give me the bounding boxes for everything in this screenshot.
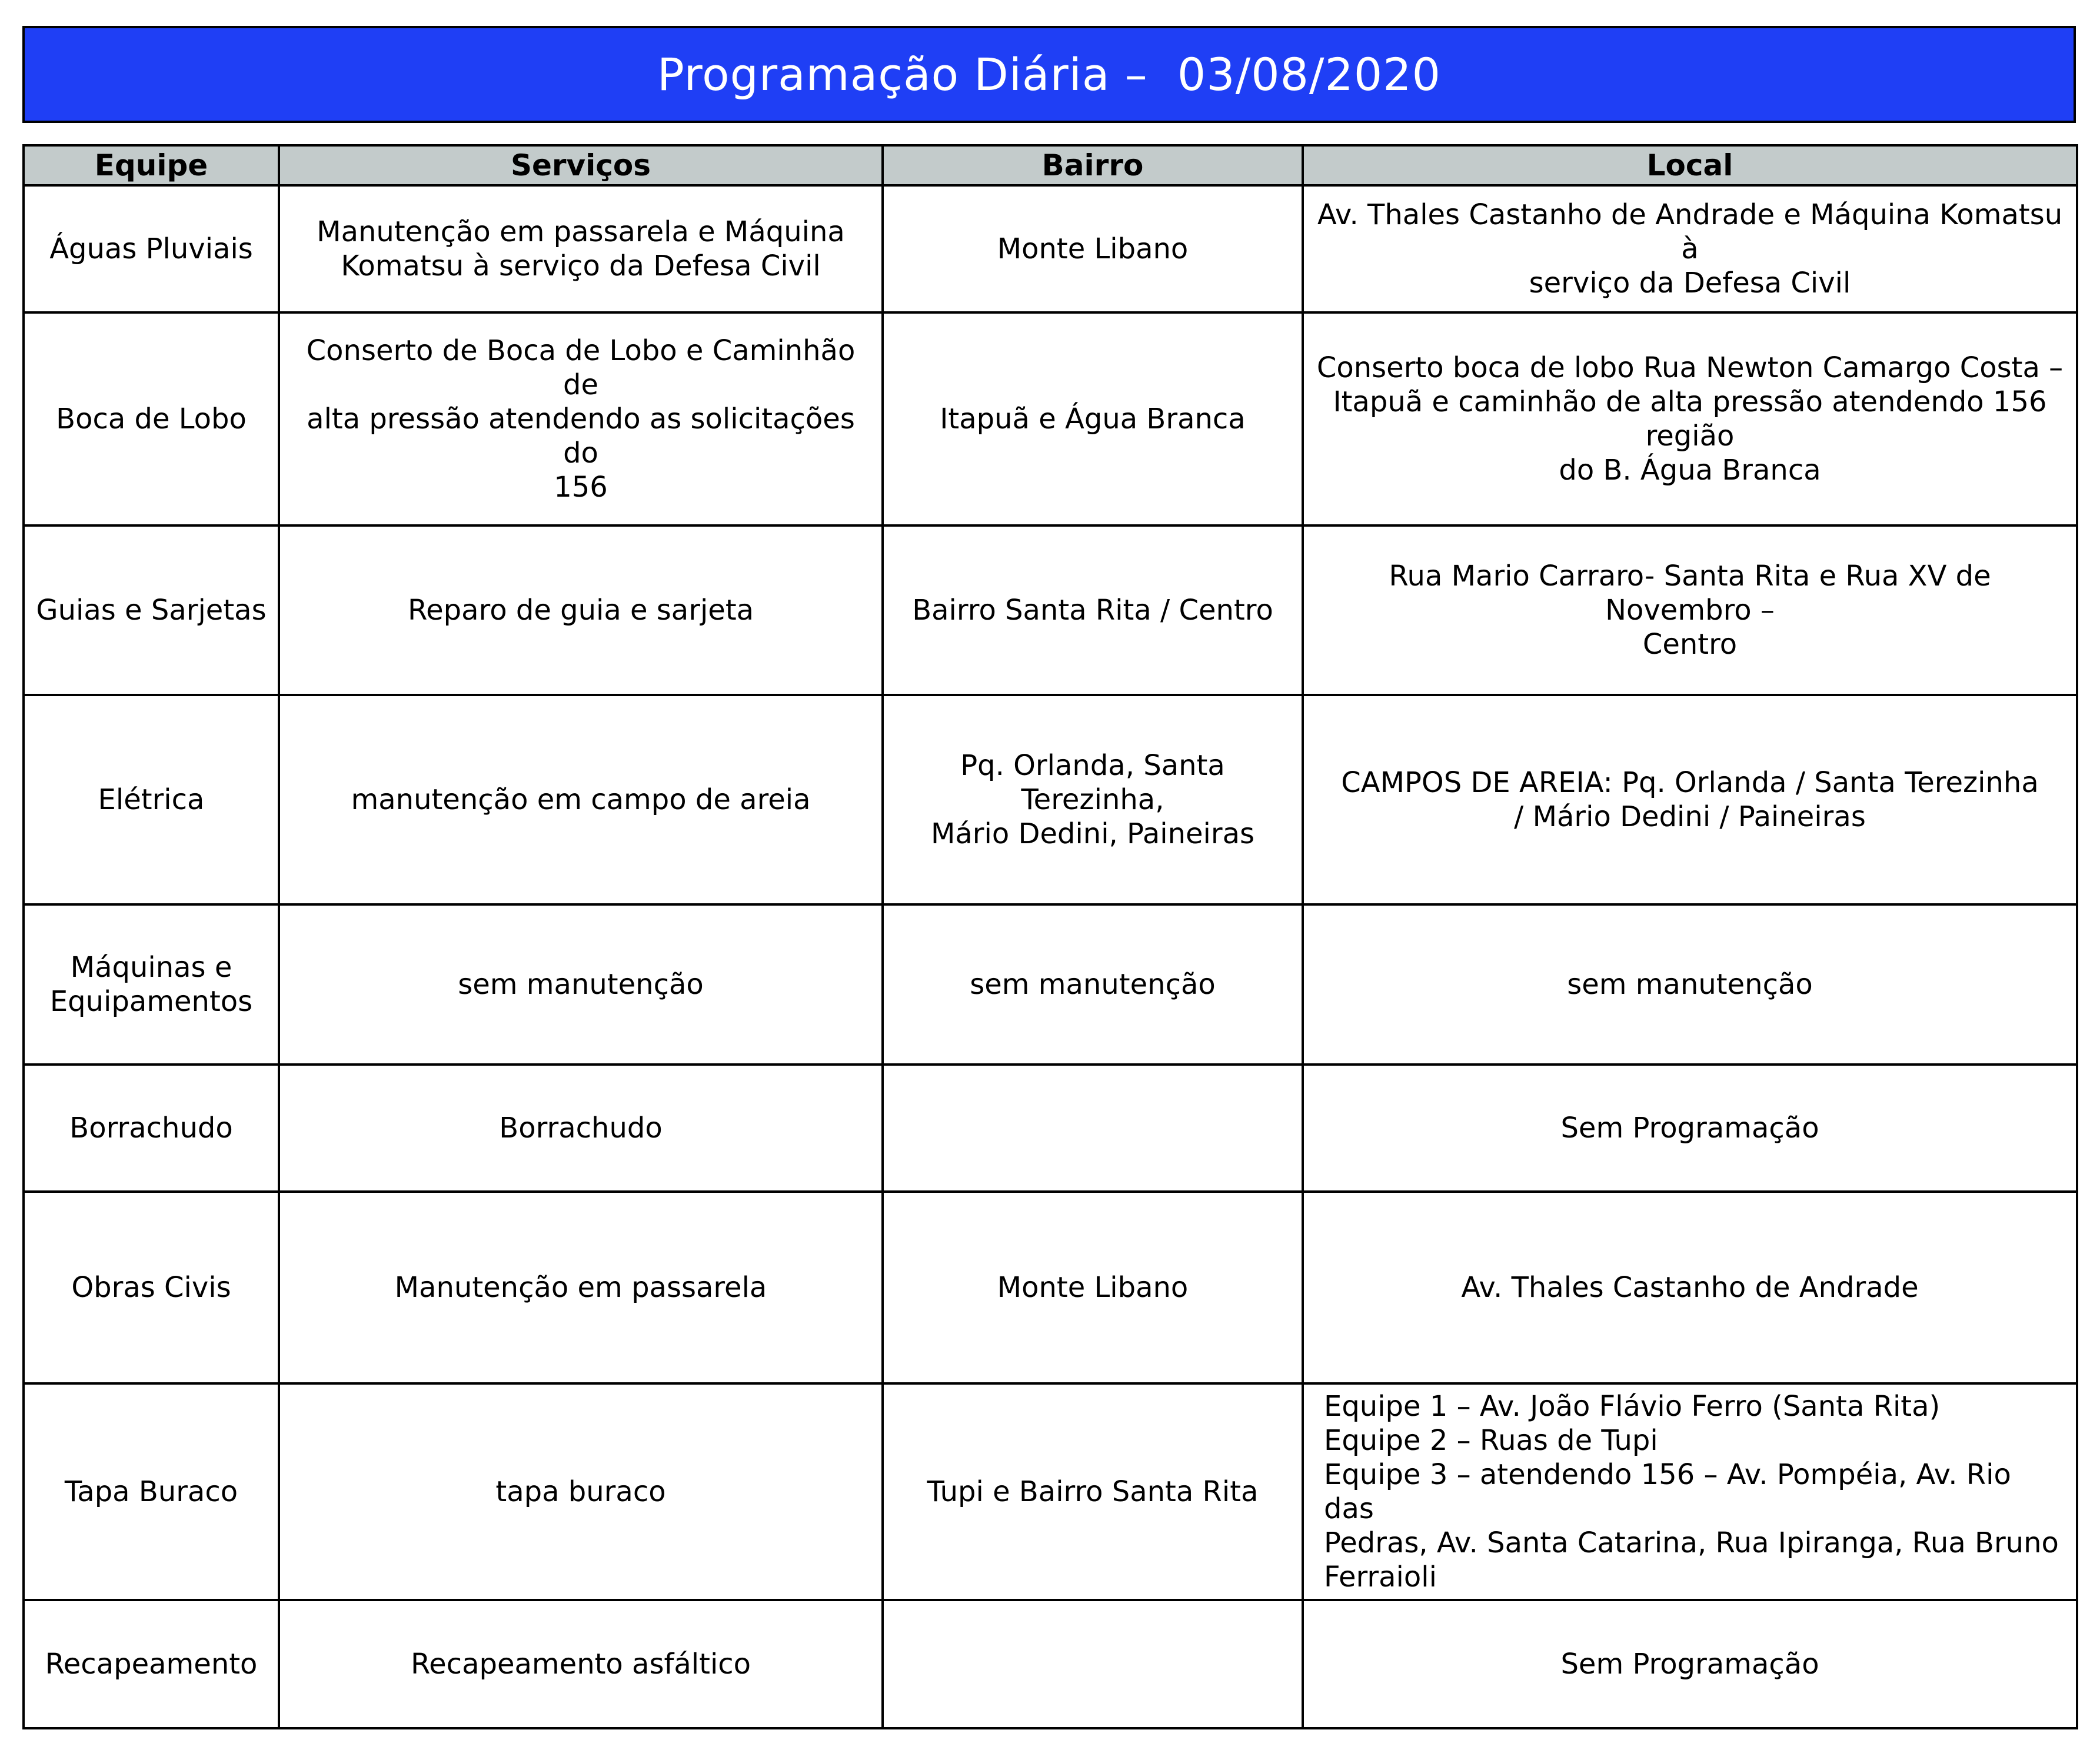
cell-equipe: Máquinas e Equipamentos (24, 904, 279, 1065)
page-title: Programação Diária – 03/08/2020 (657, 48, 1441, 101)
table-row (24, 185, 2077, 312)
column-header-bairro: Bairro (883, 145, 1303, 185)
cell-bairro: Pq. Orlanda, Santa Terezinha, Mário Dedini, Paineiras (883, 695, 1303, 904)
cell-servicos: Borrachudo (279, 1065, 883, 1192)
table-row (24, 312, 2077, 525)
cell-local: Av. Thales Castanho de Andrade (1303, 1192, 2077, 1383)
cell-local: CAMPOS DE AREIA: Pq. Orlanda / Santa Terezinha / Mário Dedini / Paineiras (1303, 695, 2077, 904)
cell-local: Equipe 1 – Av. João Flávio Ferro (Santa Rita) Equipe 2 – Ruas de Tupi Equipe 3 – atendendo 156 – Av. Pompéia, Av. Rio das Pedras, Av. Santa Catarina, Rua Ipiranga, Rua Bruno Ferraioli (1303, 1383, 2077, 1600)
table-row (24, 904, 2077, 1065)
schedule-table (22, 144, 2078, 1729)
column-header-servicos: Serviços (279, 145, 883, 185)
table-row (24, 1600, 2077, 1728)
cell-local: Sem Programação (1303, 1065, 2077, 1192)
cell-local: Av. Thales Castanho de Andrade e Máquina Komatsu à serviço da Defesa Civil (1303, 185, 2077, 312)
cell-equipe: Tapa Buraco (24, 1383, 279, 1600)
cell-equipe: Borrachudo (24, 1065, 279, 1192)
cell-bairro (883, 1065, 1303, 1192)
cell-bairro: sem manutenção (883, 904, 1303, 1065)
column-header-local: Local (1303, 145, 2077, 185)
cell-bairro: Tupi e Bairro Santa Rita (883, 1383, 1303, 1600)
cell-local: Conserto boca de lobo Rua Newton Camargo Costa – Itapuã e caminhão de alta pressão atendendo 156 região do B. Água Branca (1303, 312, 2077, 525)
cell-bairro: Itapuã e Água Branca (883, 312, 1303, 525)
cell-equipe: Recapeamento (24, 1600, 279, 1728)
cell-local: Rua Mario Carraro- Santa Rita e Rua XV de Novembro – Centro (1303, 525, 2077, 695)
table-header-row (24, 145, 2077, 185)
cell-equipe: Boca de Lobo (24, 312, 279, 525)
cell-bairro (883, 1600, 1303, 1728)
cell-servicos: Manutenção em passarela e Máquina Komatsu à serviço da Defesa Civil (279, 185, 883, 312)
cell-servicos: Conserto de Boca de Lobo e Caminhão de alta pressão atendendo as solicitações do 156 (279, 312, 883, 525)
cell-servicos: Reparo de guia e sarjeta (279, 525, 883, 695)
table-row (24, 1192, 2077, 1383)
cell-equipe: Águas Pluviais (24, 185, 279, 312)
cell-servicos: Recapeamento asfáltico (279, 1600, 883, 1728)
title-banner (22, 26, 2076, 123)
cell-bairro: Bairro Santa Rita / Centro (883, 525, 1303, 695)
cell-bairro: Monte Libano (883, 1192, 1303, 1383)
cell-servicos: sem manutenção (279, 904, 883, 1065)
cell-servicos: manutenção em campo de areia (279, 695, 883, 904)
table-row (24, 1065, 2077, 1192)
cell-bairro: Monte Libano (883, 185, 1303, 312)
cell-local: Sem Programação (1303, 1600, 2077, 1728)
cell-servicos: tapa buraco (279, 1383, 883, 1600)
cell-equipe: Guias e Sarjetas (24, 525, 279, 695)
cell-servicos: Manutenção em passarela (279, 1192, 883, 1383)
column-header-equipe: Equipe (24, 145, 279, 185)
table-row (24, 695, 2077, 904)
table-row (24, 525, 2077, 695)
cell-equipe: Elétrica (24, 695, 279, 904)
cell-local: sem manutenção (1303, 904, 2077, 1065)
table-row (24, 1383, 2077, 1600)
cell-equipe: Obras Civis (24, 1192, 279, 1383)
